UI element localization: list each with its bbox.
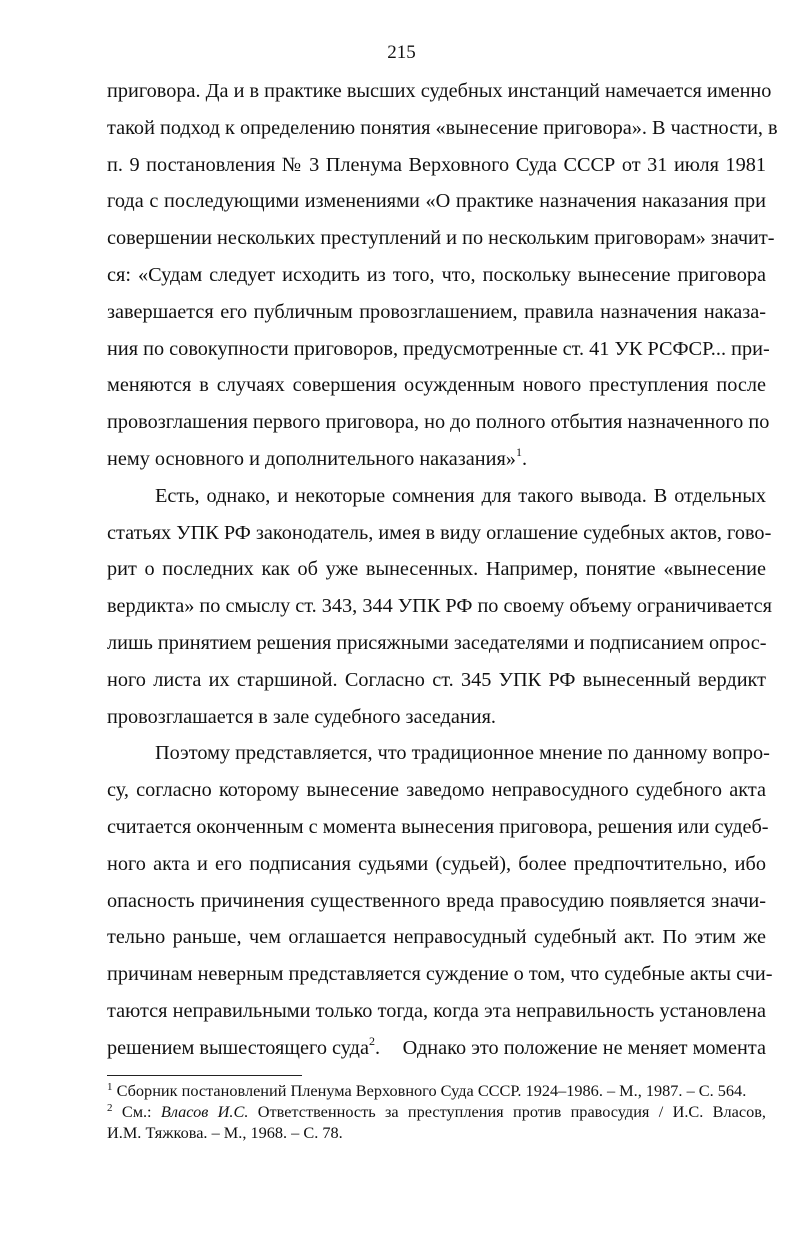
text-line <box>107 1030 766 1067</box>
text-line: таются неправильными только тогда, когда эта неправильность установлена <box>107 999 766 1022</box>
footnote-mark: 1 <box>107 1081 113 1093</box>
text-line: тельно раньше, чем оглашается неправосудный судебный акт. По этим же <box>107 926 766 949</box>
footnote-text: Ответственность за преступления против правосудия / И.С. Власов, <box>248 1102 766 1121</box>
text-line: меняются в случаях совершения осужденным нового преступления после <box>107 374 766 397</box>
text-line: опасность причинения существенного вреда правосудию появляется значи- <box>107 889 766 912</box>
text-line: п. 9 постановления № 3 Пленума Верховного Суда СССР от 31 июля 1981 <box>107 153 766 176</box>
text-fragment: нему основного и дополнительного наказания» <box>107 447 516 470</box>
text-line: Поэтому представляется, что традиционное мнение по данному вопро- <box>155 742 770 765</box>
text-fragment: . <box>521 447 528 470</box>
footnote-author: Власов И.С. <box>160 1102 249 1121</box>
text-fragment: решением вышестоящего суда$^2$. <box>107 1033 381 1059</box>
text-line: года с последующими изменениями «О практике назначения наказания при <box>107 190 766 213</box>
text-line: приговора. Да и в практике высших судебных инстанций намечается именно <box>107 80 772 102</box>
text-line: завершается его публичным провозглашением, правила назначения наказа- <box>107 300 766 323</box>
text-line: совершении нескольких преступлений и по нескольким приговорам» значит- <box>107 227 775 250</box>
text-line: лишь принятием решения присяжными заседателями и подписанием опрос- <box>107 631 767 654</box>
body-text <box>107 73 778 1067</box>
footnote-2-continued: И.М. Тяжкова. – М., 1968. – С. 78. <box>107 1123 343 1142</box>
text-line: ного листа их старшиной. Согласно ст. 345 УПК РФ вынесенный вердикт <box>107 668 766 691</box>
text-line: Есть, однако, и некоторые сомнения для такого вывода. В отдельных <box>155 484 766 507</box>
text-fragment: Однако это положение не меняет момента <box>402 1036 766 1059</box>
text-line: статьях УПК РФ законодатель, имея в виду оглашение судебных актов, гово- <box>107 521 772 544</box>
footnotes <box>107 1080 766 1143</box>
text-line: провозглашается в зале судебного заседания. <box>107 705 496 728</box>
footnote-separator <box>107 1075 302 1076</box>
text-line: ного акта и его подписания судьями (судьей), более предпочтительно, ибо <box>107 852 766 875</box>
text-line: такой подход к определению понятия «вынесение приговора». В частности, в <box>107 116 778 139</box>
footnote-ref: 2 <box>368 1033 375 1048</box>
text-line: рит о последних как об уже вынесенных. Например, понятие «вынесение <box>107 558 766 581</box>
text-line: ния по совокупности приговоров, предусмотренные ст. 41 УК РСФСР... при- <box>107 337 770 360</box>
footnote-2 <box>107 1101 766 1122</box>
footnote-1 <box>107 1080 766 1101</box>
footnote-text: Сборник постановлений Пленума Верховного Суда СССР. 1924–1986. – М., 1987. – С. 564. <box>116 1081 747 1100</box>
text-line: причинам неверным представляется суждение о том, что судебные акты счи- <box>107 963 773 986</box>
footnote-ref: 1 <box>515 444 522 459</box>
text-line: провозглашения первого приговора, но до полного отбытия назначенного по <box>107 411 770 434</box>
text-line <box>107 441 766 478</box>
text-line: ся: «Судам следует исходить из того, что, поскольку вынесение приговора <box>107 263 766 286</box>
page-number: 215 <box>387 42 416 63</box>
text-line: вердикта» по смыслу ст. 343, 344 УПК РФ по своему объему ограничивается <box>107 595 772 618</box>
footnote-mark: 2 <box>107 1102 113 1114</box>
text-line: су, согласно которому вынесение заведомо неправосудного судебного акта <box>107 779 766 802</box>
text-line: считается оконченным с момента вынесения приговора, решения или судеб- <box>107 815 769 838</box>
footnote-prefix: См.: <box>121 1102 161 1121</box>
